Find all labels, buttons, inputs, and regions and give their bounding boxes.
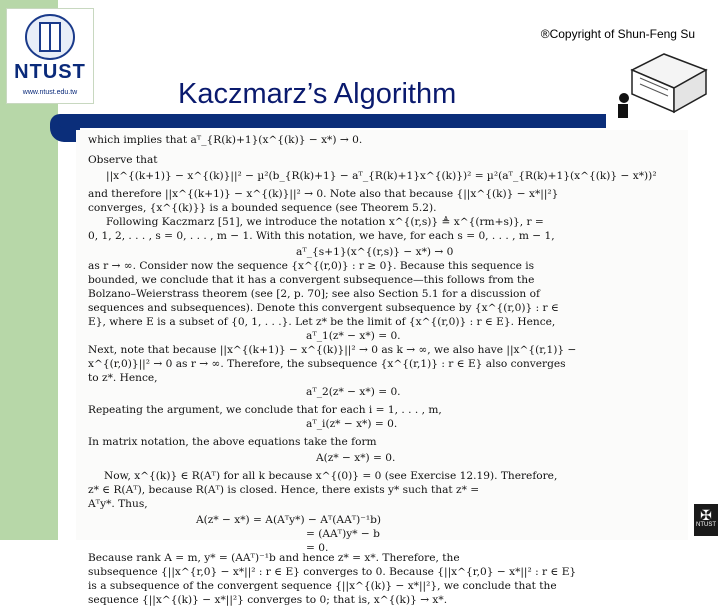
scan-text-line: z* ∈ R(Aᵀ), because R(Aᵀ) is closed. Hence, there exists y* such that z* = (88, 484, 480, 496)
scan-text-line: aᵀ_1(z* − x*) = 0. (306, 330, 401, 342)
slide-title: Kaczmarz’s Algorithm (178, 78, 457, 110)
scan-text-line: which implies that aᵀ_{R(k)+1}(x^{(k)} − x*) → 0. (88, 134, 363, 146)
bottom-logo-text: NTUST (696, 522, 716, 528)
scan-text-line: Next, note that because ||x^{(k+1)} − x^{(k)}||² → 0 as k → ∞, we also have ||x^{(r,1)} − (88, 344, 577, 356)
scan-text-line: bounded, we conclude that it has a convergent subsequence—this follows from the (88, 274, 535, 286)
title-bar (58, 114, 606, 128)
scan-text-line: to z*. Hence, (88, 372, 158, 384)
scan-text-line: 0, 1, 2, . . . , s = 0, . . . , m − 1. With this notation, we have, for each s = 0, . . . , m − 1, (88, 230, 555, 242)
logo-url: www.ntust.edu.tw (22, 89, 78, 96)
scan-text-line: A(z* − x*) = A(Aᵀy*) − Aᵀ(AAᵀ)⁻¹b) (196, 514, 382, 526)
copyright-notice: ®Copyright of Shun-Feng Su (540, 27, 695, 41)
scan-text-line: ||x^{(k+1)} − x^{(k)}||² − µ²(b_{R(k)+1} − aᵀ_{R(k)+1}x^{(k)})² = µ²(aᵀ_{R(k)+1}(x^{(k)} − x*))² (106, 170, 657, 182)
scan-text-line: Bolzano–Weierstrass theorem (see [2, p. 70]; see also Section 5.1 for a discussion of (88, 288, 540, 300)
scan-text-line: Because rank A = m, y* = (AAᵀ)⁻¹b and hence z* = x*. Therefore, the (88, 552, 460, 564)
scan-text-line: Repeating the argument, we conclude that for each i = 1, . . . , m, (88, 404, 442, 416)
ntust-small-logo (694, 504, 718, 536)
scan-text-line: and therefore ||x^{(k+1)} − x^{(k)}||² → 0. Note also that because {||x^{(k)} − x*||²} (88, 188, 559, 200)
scan-text-line: = (AAᵀ)y* − b (306, 528, 380, 540)
scan-text-line: sequences and subsequences). Denote this convergent subsequence by {x^{(r,0)} : r ∈ (88, 302, 559, 314)
scan-text-line: A(z* − x*) = 0. (316, 452, 396, 464)
scan-text-line: is a subsequence of the convergent sequence {||x^{(k)} − x*||²}, we conclude that the (88, 580, 557, 592)
scan-text-line: aᵀ_i(z* − x*) = 0. (306, 418, 398, 430)
scan-text-line: as r → ∞. Consider now the sequence {x^{(r,0)} : r ≥ 0}. Because this sequence is (88, 260, 535, 272)
ntust-small-emblem-icon: ✠ (700, 507, 712, 523)
scanned-textbook-page (76, 130, 688, 606)
scan-text-line: x^{(r,0)}||² → 0 as r → ∞. Therefore, the subsequence {x^{(r,1)} : r ∈ E} also converges (88, 358, 566, 370)
scan-text-line: Observe that (88, 154, 158, 166)
scan-text-line: subsequence {||x^{r,0} − x*||² : r ∈ E} converges to 0. Because {||x^{r,0} − x*||² : r ∈ E} (88, 566, 577, 578)
scan-text-line: Now, x^{(k)} ∈ R(Aᵀ) for all k because x^{(0)} = 0 (see Exercise 12.19). Therefore, (104, 470, 558, 482)
logo-text: NTUST (14, 61, 86, 83)
ntust-logo (6, 8, 94, 104)
scan-text-line: In matrix notation, the above equations take the form (88, 436, 377, 448)
reading-book-clipart-icon (612, 50, 712, 128)
scan-text-line: Aᵀy*. Thus, (88, 498, 148, 510)
scan-text-line: Following Kaczmarz [51], we introduce the notation x^{(r,s)} ≜ x^{(rm+s)}, r = (106, 216, 544, 228)
scan-text-line: aᵀ_{s+1}(x^{(r,s)} − x*) → 0 (296, 246, 454, 258)
scan-text-line: E}, where E is a subset of {0, 1, . . .}. Let z* be the limit of {x^{(r,0)} : r ∈ E}. Hence, (88, 316, 556, 328)
scan-text-line: sequence {||x^{(k)} − x*||²} converges to 0; that is, x^{(k)} → x*. (88, 594, 448, 606)
scan-text-line: = 0. (306, 542, 329, 554)
scan-text-line: aᵀ_2(z* − x*) = 0. (306, 386, 401, 398)
scan-text-line: converges, {x^{(k)}} is a bounded sequence (see Theorem 5.2). (88, 202, 437, 214)
